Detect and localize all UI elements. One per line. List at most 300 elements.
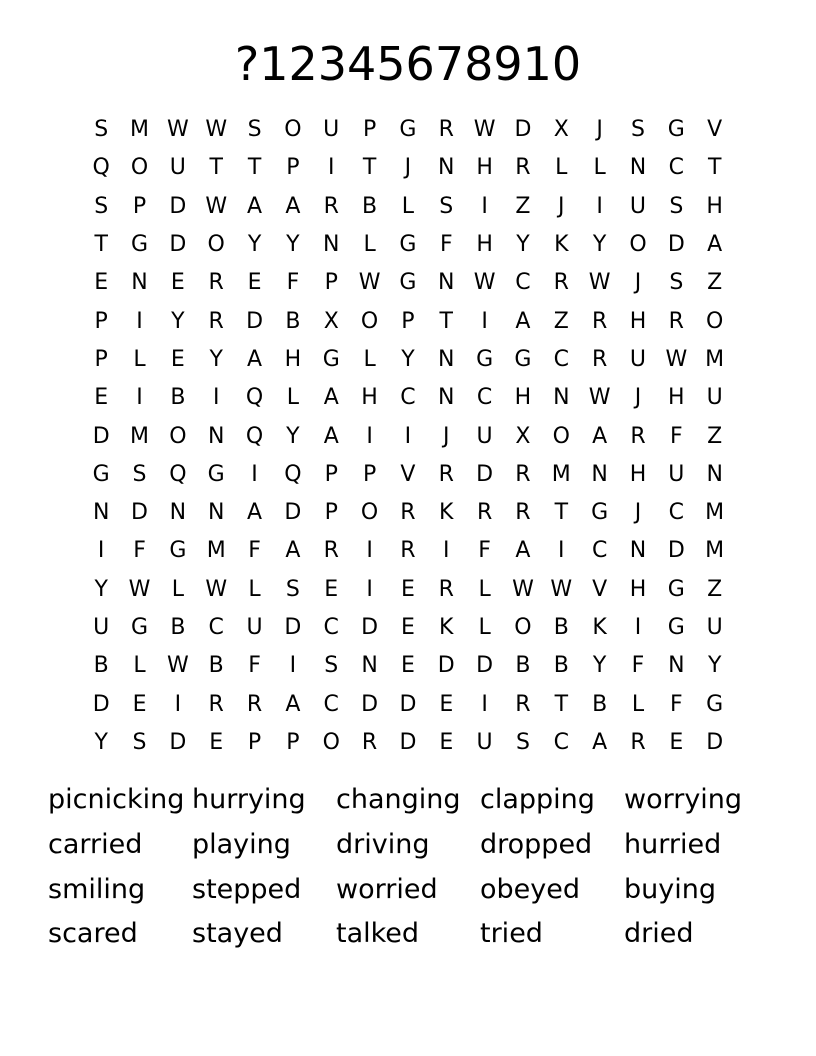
word-item: carried <box>48 829 143 861</box>
grid-letter: M <box>130 423 149 449</box>
grid-letter: A <box>515 538 531 564</box>
word-item: tried <box>480 918 543 950</box>
grid-letter: T <box>554 691 569 717</box>
word-item: hurried <box>624 829 722 861</box>
grid-letter: S <box>94 193 109 219</box>
grid-letter: N <box>92 500 110 526</box>
grid-letter: W <box>128 576 151 602</box>
grid-letter: L <box>401 193 415 219</box>
grid-letter: Z <box>515 193 531 219</box>
grid-letter: W <box>205 576 228 602</box>
grid-letter: K <box>554 232 569 258</box>
grid-letter: I <box>97 538 105 564</box>
grid-letter: J <box>634 270 642 296</box>
letter-grid <box>82 111 734 762</box>
grid-letter: U <box>629 193 647 219</box>
grid-letter: Z <box>707 270 723 296</box>
grid-letter: C <box>668 155 685 181</box>
word-item: buying <box>624 873 716 905</box>
grid-letter: N <box>323 232 340 258</box>
grid-letter: G <box>591 500 609 526</box>
grid-letter: N <box>207 423 225 449</box>
grid-letter: U <box>706 615 723 640</box>
grid-letter: R <box>400 538 416 564</box>
word-item: talked <box>336 918 420 950</box>
grid-letter: R <box>208 308 224 334</box>
grid-letter: W <box>550 576 573 602</box>
grid-letter: L <box>478 615 491 640</box>
grid-letter: C <box>208 615 224 640</box>
word-item: picnicking <box>48 784 185 816</box>
word-item: driving <box>336 829 430 861</box>
grid-letter: R <box>323 193 339 219</box>
word-item: changing <box>336 784 461 816</box>
grid-letter: I <box>327 155 335 181</box>
word-row <box>48 778 768 823</box>
grid-letter: E <box>400 615 415 640</box>
grid-letter: W <box>588 270 611 296</box>
grid-letter: H <box>476 232 493 258</box>
grid-letter: N <box>438 346 455 372</box>
grid-letter: I <box>136 385 143 411</box>
grid-letter: G <box>399 270 417 296</box>
grid-letter: H <box>629 461 647 487</box>
grid-letter: O <box>130 155 149 181</box>
grid-letter: B <box>592 691 608 717</box>
grid-letter: U <box>668 461 685 487</box>
grid-letter: D <box>476 461 494 487</box>
grid-letter: H <box>629 576 647 602</box>
grid-letter: C <box>323 615 339 640</box>
grid-letter: U <box>629 346 647 372</box>
grid-letter: G <box>399 117 417 143</box>
grid-letter: O <box>552 423 570 449</box>
grid-letter: Y <box>707 653 722 679</box>
word-item: clapping <box>480 784 595 816</box>
grid-letter: R <box>668 308 684 334</box>
word-item: obeyed <box>480 873 580 905</box>
grid-letter: G <box>322 346 340 372</box>
grid-letter: B <box>170 615 186 640</box>
grid-letter: N <box>207 500 225 526</box>
grid-letter: T <box>362 155 377 181</box>
grid-letter: R <box>591 308 608 334</box>
grid-letter: R <box>208 270 224 296</box>
grid-letter: F <box>670 423 683 449</box>
grid-letter: G <box>706 691 724 717</box>
grid-letter: H <box>284 346 302 372</box>
grid-letter: D <box>437 653 455 679</box>
grid-letter: T <box>554 500 569 526</box>
grid-letter: Y <box>286 423 300 449</box>
grid-letter: P <box>132 193 147 219</box>
grid-letter: U <box>246 615 263 640</box>
grid-letter: L <box>133 653 146 679</box>
word-item: worried <box>336 873 438 905</box>
grid-letter: E <box>94 385 109 411</box>
grid-letter: E <box>170 346 185 372</box>
grid-letter: D <box>399 691 417 717</box>
grid-letter: T <box>94 232 108 258</box>
word-item: dropped <box>480 829 593 861</box>
grid-letter: E <box>400 576 415 602</box>
grid-letter: G <box>667 615 685 640</box>
grid-letter: D <box>169 729 187 755</box>
grid-letter: B <box>93 653 109 679</box>
grid-letter: G <box>476 346 494 372</box>
grid-letter: S <box>94 117 109 143</box>
grid-letter: I <box>366 576 373 602</box>
grid-letter: S <box>669 193 684 219</box>
grid-letter: E <box>94 270 109 296</box>
grid-letter: F <box>478 538 491 564</box>
grid-letter: B <box>553 653 569 679</box>
word-item: smiling <box>48 873 146 905</box>
grid-letter: W <box>358 270 381 296</box>
grid-letter: L <box>171 576 184 602</box>
grid-letter: R <box>515 691 531 717</box>
grid-letter: P <box>324 270 338 296</box>
grid-letter: D <box>131 500 148 526</box>
grid-letter: F <box>286 270 300 296</box>
grid-letter: O <box>514 615 532 640</box>
grid-letter: E <box>170 270 185 296</box>
grid-letter: W <box>166 117 189 143</box>
grid-letter: F <box>248 653 261 679</box>
grid-letter: V <box>707 117 723 143</box>
grid-letter: O <box>360 308 379 334</box>
grid-letter: Q <box>245 423 264 449</box>
grid-letter: T <box>439 308 453 334</box>
grid-letter: Q <box>169 461 187 487</box>
grid-letter: O <box>629 232 647 258</box>
grid-letter: K <box>439 615 454 640</box>
grid-letter: N <box>438 270 455 296</box>
grid-letter: U <box>476 423 493 449</box>
grid-letter: U <box>706 385 723 411</box>
grid-letter: W <box>205 193 228 219</box>
grid-letter: E <box>247 270 262 296</box>
grid-letter: R <box>476 500 493 526</box>
word-item: worrying <box>624 784 743 816</box>
grid-letter: D <box>399 729 417 755</box>
grid-letter: E <box>439 691 454 717</box>
grid-letter: V <box>592 576 608 602</box>
grid-letter: N <box>361 653 378 679</box>
grid-letter: N <box>131 270 148 296</box>
grid-letter: W <box>665 346 688 372</box>
grid-letter: D <box>361 691 379 717</box>
grid-letter: B <box>553 615 569 640</box>
grid-letter: R <box>553 270 569 296</box>
grid-letter: G <box>130 232 149 258</box>
grid-letter: Z <box>707 576 723 602</box>
grid-letter: I <box>481 691 488 717</box>
word-item: stayed <box>192 918 283 950</box>
grid-letter: I <box>366 423 373 449</box>
grid-letter: O <box>169 423 187 449</box>
grid-letter: Y <box>247 232 262 258</box>
grid-row <box>82 149 734 187</box>
grid-letter: P <box>362 461 377 487</box>
grid-letter: G <box>667 576 685 602</box>
grid-letter: E <box>400 653 415 679</box>
grid-letter: N <box>668 653 685 679</box>
grid-letter: P <box>94 346 108 372</box>
grid-letter: D <box>476 653 494 679</box>
grid-letter: O <box>706 308 724 334</box>
grid-letter: W <box>512 576 534 602</box>
grid-letter: M <box>705 500 725 526</box>
grid-row <box>82 264 734 302</box>
grid-letter: M <box>705 538 725 564</box>
grid-row <box>82 685 734 723</box>
grid-letter: R <box>630 423 646 449</box>
grid-letter: B <box>170 385 186 411</box>
grid-letter: I <box>366 538 373 564</box>
grid-letter: U <box>169 155 186 181</box>
grid-letter: J <box>443 423 450 449</box>
grid-letter: R <box>323 538 339 564</box>
grid-letter: A <box>285 691 301 717</box>
grid-row <box>82 532 734 570</box>
grid-letter: R <box>515 500 531 526</box>
word-row <box>48 867 768 912</box>
grid-row <box>82 111 734 149</box>
grid-letter: D <box>284 500 302 526</box>
grid-letter: S <box>132 729 147 755</box>
grid-letter: M <box>551 461 571 487</box>
grid-letter: C <box>400 385 416 411</box>
grid-letter: V <box>400 461 416 487</box>
word-item: stepped <box>192 873 302 905</box>
grid-row <box>82 609 734 647</box>
grid-letter: J <box>634 500 642 526</box>
grid-letter: A <box>285 538 301 564</box>
grid-letter: A <box>247 500 263 526</box>
grid-letter: D <box>514 117 532 143</box>
grid-letter: Y <box>94 729 108 755</box>
grid-letter: G <box>514 346 532 372</box>
grid-letter: C <box>591 538 608 564</box>
grid-letter: C <box>668 500 685 526</box>
grid-letter: Y <box>286 232 300 258</box>
word-item: dried <box>624 918 694 950</box>
grid-letter: U <box>476 729 493 755</box>
grid-letter: T <box>247 155 262 181</box>
grid-letter: F <box>670 691 683 717</box>
grid-letter: L <box>286 385 300 411</box>
grid-row <box>82 188 734 226</box>
grid-letter: R <box>515 155 531 181</box>
grid-letter: I <box>136 308 143 334</box>
grid-letter: I <box>481 308 488 334</box>
grid-letter: I <box>251 461 258 487</box>
word-item: playing <box>192 829 291 861</box>
grid-letter: E <box>669 729 684 755</box>
grid-letter: H <box>514 385 532 411</box>
grid-letter: S <box>631 117 645 143</box>
grid-letter: C <box>515 270 531 296</box>
grid-letter: M <box>206 538 226 564</box>
grid-letter: P <box>286 729 300 755</box>
grid-letter: A <box>247 346 263 372</box>
grid-letter: B <box>362 193 378 219</box>
grid-letter: J <box>558 193 565 219</box>
grid-letter: C <box>553 729 569 755</box>
word-item: scared <box>48 918 138 950</box>
grid-letter: N <box>553 385 570 411</box>
grid-letter: P <box>324 500 338 526</box>
grid-letter: S <box>324 653 339 679</box>
grid-letter: P <box>94 308 108 334</box>
grid-letter: J <box>634 385 642 411</box>
grid-letter: R <box>591 346 608 372</box>
grid-letter: Q <box>284 461 302 487</box>
grid-letter: H <box>476 155 493 181</box>
grid-letter: N <box>706 461 723 487</box>
word-bank <box>48 778 768 957</box>
grid-letter: C <box>323 691 339 717</box>
grid-letter: I <box>443 538 450 564</box>
grid-letter: A <box>323 423 339 449</box>
grid-letter: G <box>207 461 225 487</box>
grid-letter: L <box>363 232 376 258</box>
grid-letter: X <box>323 308 339 334</box>
grid-letter: U <box>323 117 340 143</box>
grid-letter: S <box>515 729 530 755</box>
grid-letter: R <box>438 117 454 143</box>
grid-letter: P <box>324 461 338 487</box>
grid-letter: W <box>473 117 496 143</box>
grid-row <box>82 647 734 685</box>
grid-letter: I <box>212 385 220 411</box>
grid-letter: N <box>438 155 455 181</box>
grid-letter: D <box>169 232 187 258</box>
word-row <box>48 912 768 957</box>
grid-letter: R <box>515 461 531 487</box>
grid-letter: D <box>667 538 685 564</box>
grid-letter: F <box>133 538 146 564</box>
grid-letter: K <box>592 615 607 640</box>
grid-row <box>82 724 734 762</box>
grid-row <box>82 379 734 417</box>
grid-letter: J <box>596 117 603 143</box>
grid-letter: Z <box>553 308 569 334</box>
grid-letter: R <box>246 691 263 717</box>
grid-letter: B <box>515 653 531 679</box>
grid-letter: G <box>667 117 685 143</box>
grid-letter: Y <box>401 346 415 372</box>
grid-letter: E <box>439 729 454 755</box>
grid-letter: F <box>439 232 453 258</box>
grid-letter: M <box>130 117 149 143</box>
grid-letter: O <box>207 232 225 258</box>
word-item: hurrying <box>192 784 306 816</box>
grid-letter: E <box>209 729 224 755</box>
grid-letter: G <box>399 232 417 258</box>
grid-letter: C <box>476 385 493 411</box>
grid-row <box>82 226 734 264</box>
grid-letter: Y <box>209 346 223 372</box>
grid-letter: I <box>596 193 603 219</box>
grid-row <box>82 494 734 532</box>
grid-letter: A <box>592 423 608 449</box>
grid-letter: L <box>631 691 645 717</box>
grid-letter: M <box>705 346 725 372</box>
grid-letter: D <box>361 615 379 640</box>
grid-letter: I <box>174 691 182 717</box>
grid-letter: E <box>324 576 339 602</box>
grid-letter: D <box>92 691 110 717</box>
grid-letter: N <box>591 461 608 487</box>
grid-letter: Y <box>592 232 607 258</box>
grid-letter: U <box>93 615 110 640</box>
grid-letter: N <box>629 538 647 564</box>
grid-letter: D <box>92 423 110 449</box>
grid-letter: D <box>246 308 264 334</box>
grid-letter: D <box>284 615 302 640</box>
grid-letter: X <box>515 423 531 449</box>
grid-letter: C <box>553 346 569 372</box>
grid-letter: F <box>248 538 261 564</box>
grid-letter: N <box>629 155 647 181</box>
grid-letter: S <box>439 193 454 219</box>
grid-letter: P <box>401 308 415 334</box>
grid-letter: W <box>205 117 228 143</box>
grid-letter: W <box>473 270 496 296</box>
grid-letter: S <box>132 461 147 487</box>
grid-letter: N <box>438 385 455 411</box>
grid-letter: A <box>247 193 263 219</box>
grid-letter: W <box>166 653 189 679</box>
grid-letter: S <box>285 576 300 602</box>
grid-row <box>82 417 734 455</box>
page-title: ?12345678910 <box>234 37 582 91</box>
grid-letter: X <box>553 117 569 143</box>
grid-letter: R <box>208 691 224 717</box>
grid-letter: T <box>707 155 722 181</box>
grid-letter: H <box>629 308 647 334</box>
grid-letter: D <box>169 193 187 219</box>
grid-letter: L <box>593 155 606 181</box>
grid-letter: I <box>558 538 565 564</box>
grid-letter: S <box>669 270 684 296</box>
grid-letter: T <box>209 155 223 181</box>
grid-row <box>82 571 734 609</box>
grid-letter: I <box>481 193 488 219</box>
grid-letter: R <box>361 729 378 755</box>
grid-letter: R <box>438 576 454 602</box>
grid-letter: F <box>631 653 645 679</box>
grid-letter: A <box>323 385 339 411</box>
grid-letter: Y <box>94 576 108 602</box>
grid-letter: B <box>285 308 301 334</box>
grid-letter: Q <box>245 385 264 411</box>
grid-letter: W <box>588 385 611 411</box>
word-row <box>48 823 768 868</box>
grid-letter: I <box>289 653 297 679</box>
grid-row <box>82 302 734 340</box>
grid-letter: Y <box>516 232 530 258</box>
grid-letter: L <box>248 576 261 602</box>
grid-letter: L <box>478 576 491 602</box>
grid-letter: D <box>667 232 685 258</box>
grid-letter: H <box>706 193 723 219</box>
grid-letter: A <box>707 232 723 258</box>
grid-letter: H <box>361 385 378 411</box>
grid-letter: O <box>284 117 302 143</box>
